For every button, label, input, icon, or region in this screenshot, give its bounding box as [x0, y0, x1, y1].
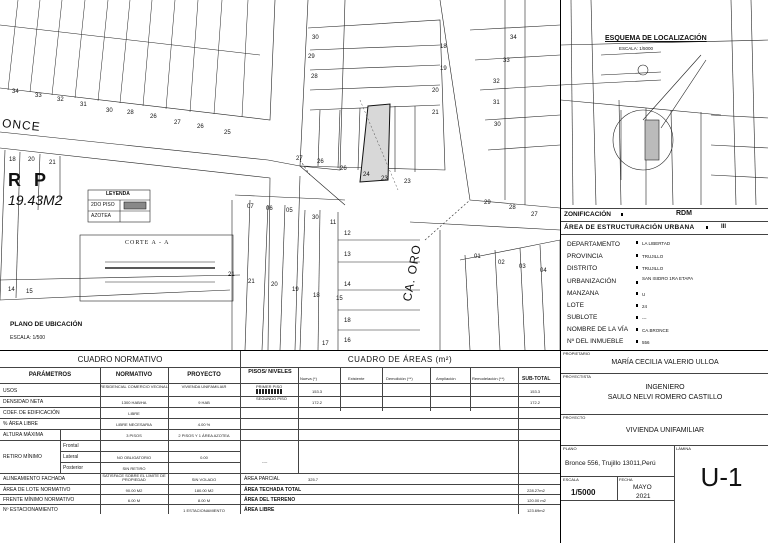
proy-area-lote: 180.00 M2: [194, 488, 214, 493]
area-parcial-label: ÁREA PARCIAL: [244, 476, 280, 482]
pisos-icon: [256, 389, 282, 394]
svg-text:19: 19: [292, 287, 299, 293]
zonificacion-value: RDM: [676, 210, 692, 217]
svg-text:14: 14: [344, 282, 351, 288]
location-value: TRUJILLO: [642, 266, 664, 271]
svg-text:31: 31: [80, 102, 87, 108]
location-value: U: [642, 292, 646, 297]
pisos-dash: ----: [262, 459, 268, 464]
svg-text:28: 28: [311, 74, 318, 80]
proy-estacionamiento: 1 ESTACIONAMIENTO: [183, 508, 225, 513]
designer-label: PROYECTISTA: [563, 374, 591, 379]
project-name: VIVIENDA UNIFAMILIAR: [625, 427, 705, 434]
svg-text:18: 18: [313, 293, 320, 299]
param-frente: FRENTE MÍNIMO NORMATIVO: [3, 497, 75, 503]
area-subtotal-2: 172.2: [530, 400, 541, 405]
fecha-year: 2021: [636, 493, 651, 500]
location-plan-map: [0, 0, 560, 350]
location-value: SAN ISIDRO 1RA ETAPA: [642, 276, 694, 281]
designer-name: SAULO NELVI ROMERO CASTILLO: [607, 394, 723, 401]
location-value: 24: [642, 304, 648, 309]
svg-text:21: 21: [49, 160, 56, 166]
param-area-libre: % ÁREA LIBRE: [3, 421, 39, 427]
svg-text:27: 27: [531, 212, 538, 218]
svg-text:28: 28: [127, 110, 134, 116]
svg-text:29: 29: [484, 200, 491, 206]
proy-altura: 2 PISOS Y 1 ÁREA AZOTEA: [178, 433, 230, 438]
area-libre-label: ÁREA LIBRE: [244, 507, 275, 513]
escala-label: ESCALA: [563, 477, 579, 482]
param-estacionamiento: Nº ESTACIONAMIENTO: [3, 507, 58, 513]
plan-scale: ESCALA: 1/500: [10, 335, 46, 341]
pisos-primer: PRIMER PISO: [256, 384, 283, 389]
area-libre-value: 123.69m2: [527, 508, 545, 513]
retiro-lateral-norm: NO OBLIGATORIO: [116, 455, 152, 460]
svg-text:15: 15: [26, 289, 33, 295]
svg-text:34: 34: [510, 35, 517, 41]
svg-text:02: 02: [498, 260, 505, 266]
svg-text:24: 24: [363, 172, 370, 178]
proy-frente: 8.00 M: [197, 498, 211, 503]
location-key: DEPARTAMENTO: [567, 241, 620, 248]
svg-text:15: 15: [336, 296, 343, 302]
svg-text:26: 26: [197, 124, 204, 130]
svg-text:07: 07: [247, 204, 254, 210]
svg-text:13: 13: [344, 252, 351, 258]
location-key: LOTE: [567, 302, 584, 309]
svg-text:30: 30: [494, 122, 501, 128]
plano-label: PLANO: [563, 446, 577, 451]
zone-label: R P: [8, 170, 51, 190]
retiro-posterior: Posterior: [63, 465, 84, 471]
svg-text:16: 16: [344, 338, 351, 344]
area-terreno-label: ÁREA DEL TERRENO: [244, 497, 296, 503]
param-area-lote: ÁREA DE LOTE NORMATIVO: [3, 487, 71, 493]
svg-text:06: 06: [266, 206, 273, 212]
retiro-posterior-norm: SIN RETIRO: [122, 466, 146, 471]
fecha-label: FECHA: [619, 477, 633, 482]
svg-text:32: 32: [493, 79, 500, 85]
key-map: [561, 0, 768, 205]
svg-text:03: 03: [519, 264, 526, 270]
area-techada-label: ÁREA TECHADA TOTAL: [244, 487, 302, 493]
plano-address: Bronce 556, Trujillo 13011,Perú: [565, 460, 656, 467]
svg-text:23: 23: [404, 179, 411, 185]
norm-usos: RESIDENCIAL COMERCIO VECINAL: [100, 384, 168, 389]
svg-text:19: 19: [440, 66, 447, 72]
location-value: 556: [642, 340, 650, 345]
param-densidad: DENSIDAD NETA: [3, 399, 44, 405]
norm-coef: LIBRE: [128, 411, 140, 416]
location-key: DISTRITO: [567, 265, 598, 272]
norm-altura: 3 PISOS: [126, 433, 142, 438]
legend-row-2do-piso: 2DO PISO: [91, 202, 115, 208]
estructura-value: III: [721, 224, 727, 230]
project-label: PROYECTO: [563, 415, 586, 420]
svg-text:14: 14: [8, 287, 15, 293]
svg-text:05: 05: [286, 208, 293, 214]
cuadro-normativo: [0, 350, 560, 544]
location-key: URBANIZACIÓN: [567, 278, 617, 285]
header-nueva: Nueva (*): [300, 376, 317, 381]
header-parametros: PARÁMETROS: [28, 372, 72, 378]
svg-text:20: 20: [271, 282, 278, 288]
lamina-value: U-1: [700, 462, 743, 492]
retiro-frontal: Frontal: [63, 443, 79, 449]
zonificacion-label: ZONIFICACIÓN: [564, 211, 611, 218]
key-map-scale: ESCALA: 1/5000: [619, 46, 654, 51]
location-key: PROVINCIA: [567, 253, 603, 260]
svg-text:31: 31: [493, 100, 500, 106]
svg-text:30: 30: [312, 215, 319, 221]
location-value: CA.BRONCE: [642, 328, 669, 333]
svg-text:28: 28: [509, 205, 516, 211]
svg-text:26: 26: [317, 159, 324, 165]
svg-text:33: 33: [503, 58, 510, 64]
area-subtotal-1: 153.3: [530, 389, 541, 394]
svg-text:23: 23: [381, 176, 388, 182]
street-name-once: ONCE: [1, 116, 42, 134]
header-ampliacion: Ampliación: [436, 376, 456, 381]
legend-row-azotea: AZOTEA: [91, 213, 112, 219]
param-coef: COEF. DE EDIFICACIÓN: [3, 410, 60, 416]
areas-title: CUADRO DE ÁREAS (m²): [347, 355, 453, 364]
svg-text:34: 34: [12, 89, 19, 95]
location-value: TRUJILLO: [642, 254, 664, 259]
retiro-lateral: Lateral: [63, 454, 79, 460]
normativo-title: CUADRO NORMATIVO: [77, 355, 163, 364]
svg-text:30: 30: [312, 35, 319, 41]
location-key: MANZANA: [567, 290, 599, 297]
svg-text:12: 12: [344, 231, 351, 237]
header-remodelacion: Remodelación (**): [472, 376, 505, 381]
svg-text:25: 25: [224, 130, 231, 136]
owner-name: MARÍA CECILIA VALERIO ULLOA: [611, 359, 719, 366]
header-pisos: PISOS/ NIVELES: [248, 369, 292, 375]
area-terreno-value: 120.00 m2: [527, 498, 546, 503]
svg-text:33: 33: [35, 93, 42, 99]
location-key: Nº DEL INMUEBLE: [567, 338, 624, 345]
location-key: SUBLOTE: [567, 314, 598, 321]
svg-text:26: 26: [150, 114, 157, 120]
location-value: ---: [642, 316, 647, 321]
location-value: LA LIBERTAD: [642, 241, 671, 246]
header-normativo: NORMATIVO: [115, 372, 153, 378]
svg-text:18: 18: [344, 318, 351, 324]
retiro-lateral-proy: 0.00: [200, 455, 208, 460]
param-retiro: RETIRO MÍNIMO: [3, 454, 42, 460]
area-nueva-1: 153.3: [312, 389, 323, 394]
svg-text:26: 26: [340, 166, 347, 172]
proy-alineamiento: SIN VOLADO: [191, 477, 217, 482]
header-existente: Existente: [348, 376, 365, 381]
svg-text:17: 17: [322, 341, 329, 347]
svg-text:21: 21: [248, 279, 255, 285]
pisos-segundo: SEGUNDO PISO: [256, 396, 287, 401]
designer-title: INGENIERO: [645, 384, 685, 391]
svg-text:29: 29: [308, 54, 315, 60]
svg-text:27: 27: [174, 120, 181, 126]
estructura-label: ÁREA DE ESTRUCTURACIÓN URBANA: [564, 224, 695, 231]
norm-frente: 6.00 M: [127, 498, 141, 503]
street-name-oro: CA. ORO: [400, 243, 424, 303]
legend-title: LEYENDA: [106, 191, 130, 197]
proy-area-libre: 4.00 %: [197, 422, 211, 427]
svg-text:18: 18: [440, 44, 447, 50]
svg-text:18: 18: [9, 157, 16, 163]
location-key: NOMBRE DE LA VÍA: [567, 326, 629, 333]
svg-text:27: 27: [296, 156, 303, 162]
lamina-label: LÁMINA: [676, 446, 691, 451]
svg-text:30: 30: [106, 108, 113, 114]
header-subtotal: SUB-TOTAL: [522, 376, 551, 382]
plan-title: PLANO DE UBICACIÓN: [10, 321, 83, 328]
svg-text:04: 04: [540, 268, 547, 274]
escala-value: 1/5000: [571, 488, 596, 497]
area-parcial-value: 325.7: [308, 477, 319, 482]
svg-text:01: 01: [474, 254, 481, 260]
fecha-month: MAYO: [633, 484, 652, 491]
header-demolicion: Demolición (**): [386, 376, 413, 381]
param-altura: ALTURA MÁXIMA: [3, 432, 44, 438]
right-panel: [560, 0, 768, 543]
key-map-title: ESQUEMA DE LOCALIZACIÓN: [605, 35, 707, 42]
header-proyecto: PROYECTO: [187, 372, 221, 378]
proy-densidad: 9 HAB: [198, 400, 210, 405]
corte-label: CORTE A - A: [125, 240, 170, 246]
proy-usos: VIVIENDA UNIFAMILIAR: [181, 384, 227, 389]
norm-densidad: 1300 HAB/HA: [121, 400, 147, 405]
param-alineamiento: ALINEAMIENTO FACHADA: [3, 476, 66, 482]
area-nueva-2: 172.2: [312, 400, 323, 405]
svg-text:32: 32: [57, 97, 64, 103]
svg-text:20: 20: [432, 88, 439, 94]
owner-label: PROPIETARIO: [563, 351, 591, 356]
param-usos: USOS: [3, 388, 18, 394]
svg-text:11: 11: [330, 220, 337, 226]
zone-area-label: 19.43M2: [8, 192, 63, 208]
svg-text:21: 21: [228, 272, 235, 278]
svg-text:20: 20: [28, 157, 35, 163]
area-techada-value: 228.27m2: [527, 488, 545, 493]
norm-area-libre: LIBRE NECESARIA: [116, 422, 152, 427]
svg-text:21: 21: [432, 110, 439, 116]
norm-alineamiento: SATISFACE SOBRE EL LÍMITE DE PROPIEDAD: [102, 473, 166, 482]
norm-area-lote: 90.00 M2: [125, 488, 143, 493]
